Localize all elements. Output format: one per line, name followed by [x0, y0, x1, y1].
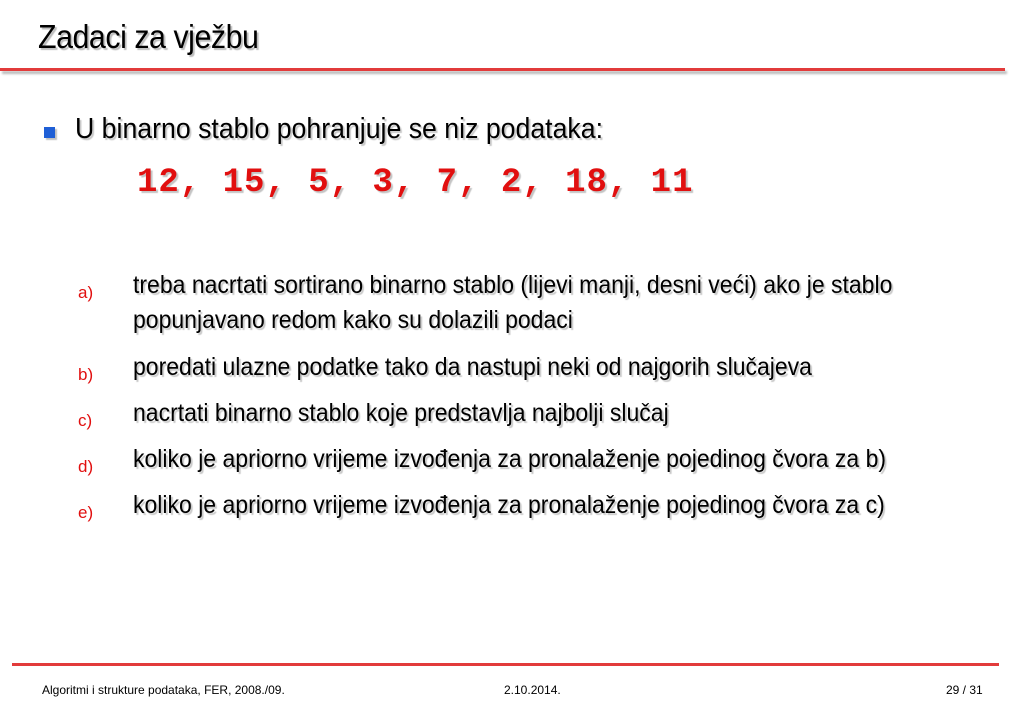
task-marker: e) — [78, 503, 94, 522]
number-sequence: 12, 15, 5, 3, 7, 2, 18, 11 — [137, 164, 694, 202]
task-marker: b) — [78, 365, 94, 384]
task-text: nacrtati binarno stablo koje predstavlja najbolji slučaj — [133, 399, 669, 427]
footer-course: Algoritmi i strukture podataka, FER, 2008./09. — [42, 683, 285, 697]
square-bullet-icon — [44, 127, 55, 138]
task-marker: d) — [78, 457, 94, 476]
footer-divider — [12, 663, 999, 666]
task-marker: c) — [78, 411, 93, 430]
footer-page-number: 29 / 31 — [946, 683, 983, 697]
footer-date: 2.10.2014. — [504, 683, 561, 697]
slide-title: Zadaci za vježbu — [38, 18, 259, 55]
task-text: koliko je apriorno vrijeme izvođenja za pronalaženje pojedinog čvora za c) — [133, 491, 885, 519]
title-divider — [0, 68, 1005, 71]
task-text: koliko je apriorno vrijeme izvođenja za pronalaženje pojedinog čvora za b) — [133, 445, 887, 473]
bullet-text: U binarno stablo pohranjuje se niz podataka: — [75, 113, 604, 145]
task-text: treba nacrtati sortirano binarno stablo (lijevi manji, desni veći) ako je stablo popunjavano redom kako su dolazili podaci — [133, 271, 893, 334]
task-marker: a) — [78, 283, 94, 302]
task-text: poredati ulazne podatke tako da nastupi neki od najgorih slučajeva — [133, 353, 812, 381]
